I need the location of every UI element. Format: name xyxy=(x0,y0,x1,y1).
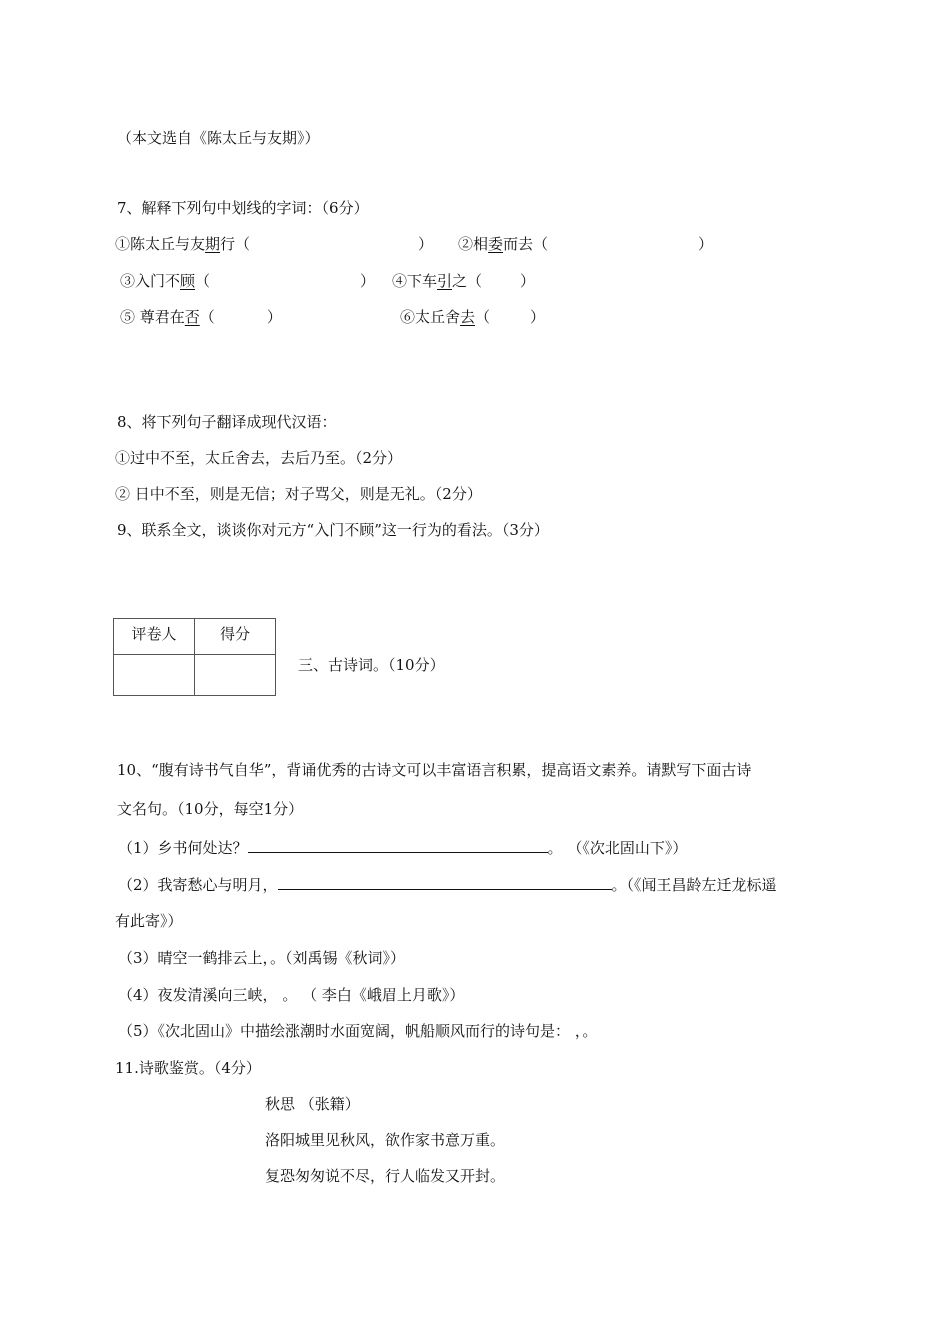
q8-sentence-1: ①过中不至，太丘舍去，去后乃至。（2分） xyxy=(115,449,403,467)
score-cell[interactable] xyxy=(195,655,276,696)
q8-sentence-2: ② 日中不至，则是无信；对子骂父，则是无礼。（2分） xyxy=(115,485,482,503)
answer-blank[interactable] xyxy=(278,873,612,890)
q10-item-2: （2）我寄愁心与明月， 。（《闻王昌龄左迁龙标遥 xyxy=(118,873,777,895)
q7-item-5: ⑤ 尊君在否（ ） xyxy=(120,308,282,326)
q8-title: 8、将下列句子翻译成现代汉语： xyxy=(117,413,337,431)
q11-title: 11.诗歌鉴赏。（4分） xyxy=(115,1059,261,1077)
grader-cell[interactable] xyxy=(114,655,195,696)
source-note: （本文选自《陈太丘与友期》） xyxy=(117,129,320,147)
q10-item-4: （4）夜发清溪向三峡， 。 （ 李白《峨眉上月歌》） xyxy=(118,986,465,1004)
grader-header: 评卷人 xyxy=(114,619,195,655)
q10-item-5: （5）《次北固山》中描绘涨潮时水面宽阔，帆船顺风而行的诗句是： ，。 xyxy=(118,1022,598,1040)
q10-item-2-continued: 有此寄》） xyxy=(115,912,183,930)
poem-line-1: 洛阳城里见秋风，欲作家书意万重。 xyxy=(265,1131,506,1149)
poem-line-2: 复恐匆匆说不尽，行人临发又开封。 xyxy=(265,1167,506,1185)
q7-item-4: ④下车引之（ ） xyxy=(392,272,536,290)
q10-item-3: （3）晴空一鹤排云上，。（刘禹锡《秋词》） xyxy=(118,949,406,967)
q7-title: 7、解释下列句中划线的字词：（6分） xyxy=(117,199,369,217)
q7-item-1: ①陈太丘与友期行（ ） xyxy=(115,235,434,253)
q10-intro-line-2: 文名句。（10分，每空1分） xyxy=(117,800,304,818)
section-3-heading: 三、古诗词。（10分） xyxy=(298,656,445,674)
answer-blank[interactable] xyxy=(248,836,548,853)
q7-item-2: ②相委而去（ ） xyxy=(458,235,714,253)
q10-intro-line-1: 10、“腹有诗书气自华”，背诵优秀的古诗文可以丰富语言积累，提高语文素养。请默写下面古诗 xyxy=(117,761,752,779)
poem-title: 秋思 （张籍） xyxy=(265,1095,360,1113)
q9-question: 9、联系全文，谈谈你对元方“入门不顾”这一行为的看法。（3分） xyxy=(117,521,549,539)
q7-item-6: ⑥太丘舍去（ ） xyxy=(400,308,546,326)
q7-item-3: ③入门不顾（ ） xyxy=(120,272,376,290)
score-header: 得分 xyxy=(195,619,276,655)
q10-item-1: （1）乡书何处达？ 。 （《次北固山下》） xyxy=(118,836,687,858)
score-table xyxy=(113,618,276,696)
